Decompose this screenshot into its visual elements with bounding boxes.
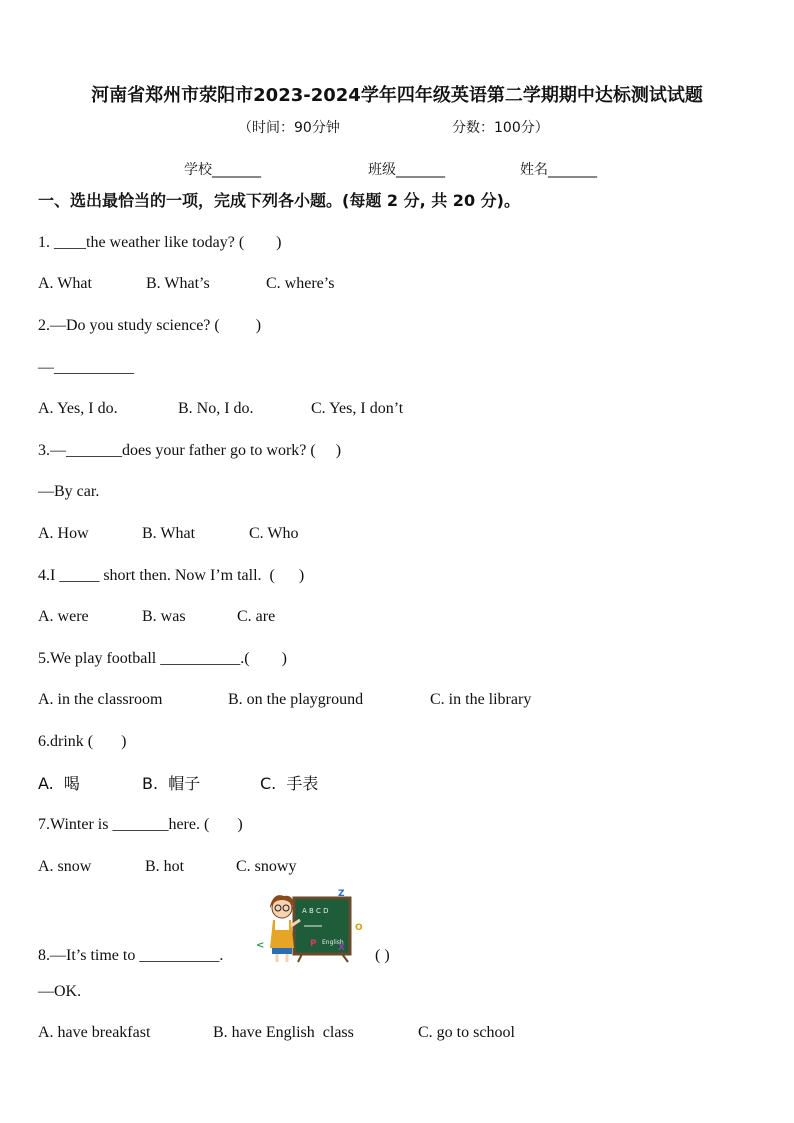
question-8-option-a: A. have breakfast xyxy=(38,1024,151,1041)
question-8-reply: —OK. xyxy=(38,983,82,1000)
board-text-abcd: A B C D xyxy=(302,907,329,915)
question-8-option-c: C. go to school xyxy=(418,1024,515,1041)
question-1-option-c: C. where’s xyxy=(266,275,335,292)
question-3-stem: 3.—_______does your father go to work? ( ) xyxy=(38,442,342,459)
question-2-reply: —__________ xyxy=(38,359,134,376)
page-title: 河南省郑州市荥阳市2023-2024学年四年级英语第二学期期中达标测试试题 xyxy=(91,85,703,106)
question-2-option-c: C. Yes, I don’t xyxy=(311,400,404,417)
letter-p: P xyxy=(310,939,317,949)
letter-o: O xyxy=(355,923,363,933)
question-6-option-b: B. 帽子 xyxy=(142,774,201,793)
question-7-stem: 7.Winter is _______here. ( ) xyxy=(38,816,243,833)
question-4-option-b: B. was xyxy=(142,608,186,625)
letter-x: X xyxy=(338,943,345,953)
question-5-option-a: A. in the classroom xyxy=(38,691,163,708)
question-4-stem: 4.I _____ short then. Now I’m tall. ( ) xyxy=(38,567,305,584)
board-text-english: English xyxy=(322,939,344,946)
question-1-stem: 1. ____the weather like today? ( ) xyxy=(38,234,282,251)
class-field: 班级_______ xyxy=(368,162,445,178)
question-7-option-c: C. snowy xyxy=(236,858,297,875)
name-field: 姓名_______ xyxy=(520,162,597,178)
letter-z: Z xyxy=(338,889,345,899)
question-5-option-c: C. in the library xyxy=(430,691,532,708)
question-7-option-a: A. snow xyxy=(38,858,92,875)
question-2-stem: 2.—Do you study science? ( ) xyxy=(38,317,262,334)
question-8-option-b: B. have English class xyxy=(213,1024,354,1041)
letter-less-than: < xyxy=(256,940,265,951)
school-field: 学校_______ xyxy=(184,162,261,178)
teacher-illustration xyxy=(252,886,364,964)
question-5-stem: 5.We play football __________.( ) xyxy=(38,650,287,667)
question-2-option-a: A. Yes, I do. xyxy=(38,400,118,417)
question-2-option-b: B. No, I do. xyxy=(178,400,254,417)
question-7-option-b: B. hot xyxy=(145,858,185,875)
exam-score: 分数：100分） xyxy=(452,120,549,136)
question-3-option-b: B. What xyxy=(142,525,196,542)
question-3-reply: —By car. xyxy=(38,483,100,500)
question-8-stem: 8.—It’s time to __________. xyxy=(38,947,224,964)
question-5-option-b: B. on the playground xyxy=(228,691,364,708)
question-6-option-c: C. 手表 xyxy=(260,774,319,793)
exam-time: （时间：90分钟 xyxy=(238,120,340,136)
question-3-option-a: A. How xyxy=(38,525,89,542)
question-1-option-b: B. What’s xyxy=(146,275,210,292)
question-4-option-a: A. were xyxy=(38,608,89,625)
section-heading: 一、选出最恰当的一项，完成下列各小题。(每题 2 分, 共 20 分)。 xyxy=(38,191,520,210)
question-6-option-a: A. 喝 xyxy=(38,774,80,793)
question-1-option-a: A. What xyxy=(38,275,92,292)
question-4-option-c: C. are xyxy=(237,608,276,625)
question-8-paren: ( ) xyxy=(375,947,390,964)
question-3-option-c: C. Who xyxy=(249,525,299,542)
question-6-stem: 6.drink ( ) xyxy=(38,733,127,750)
